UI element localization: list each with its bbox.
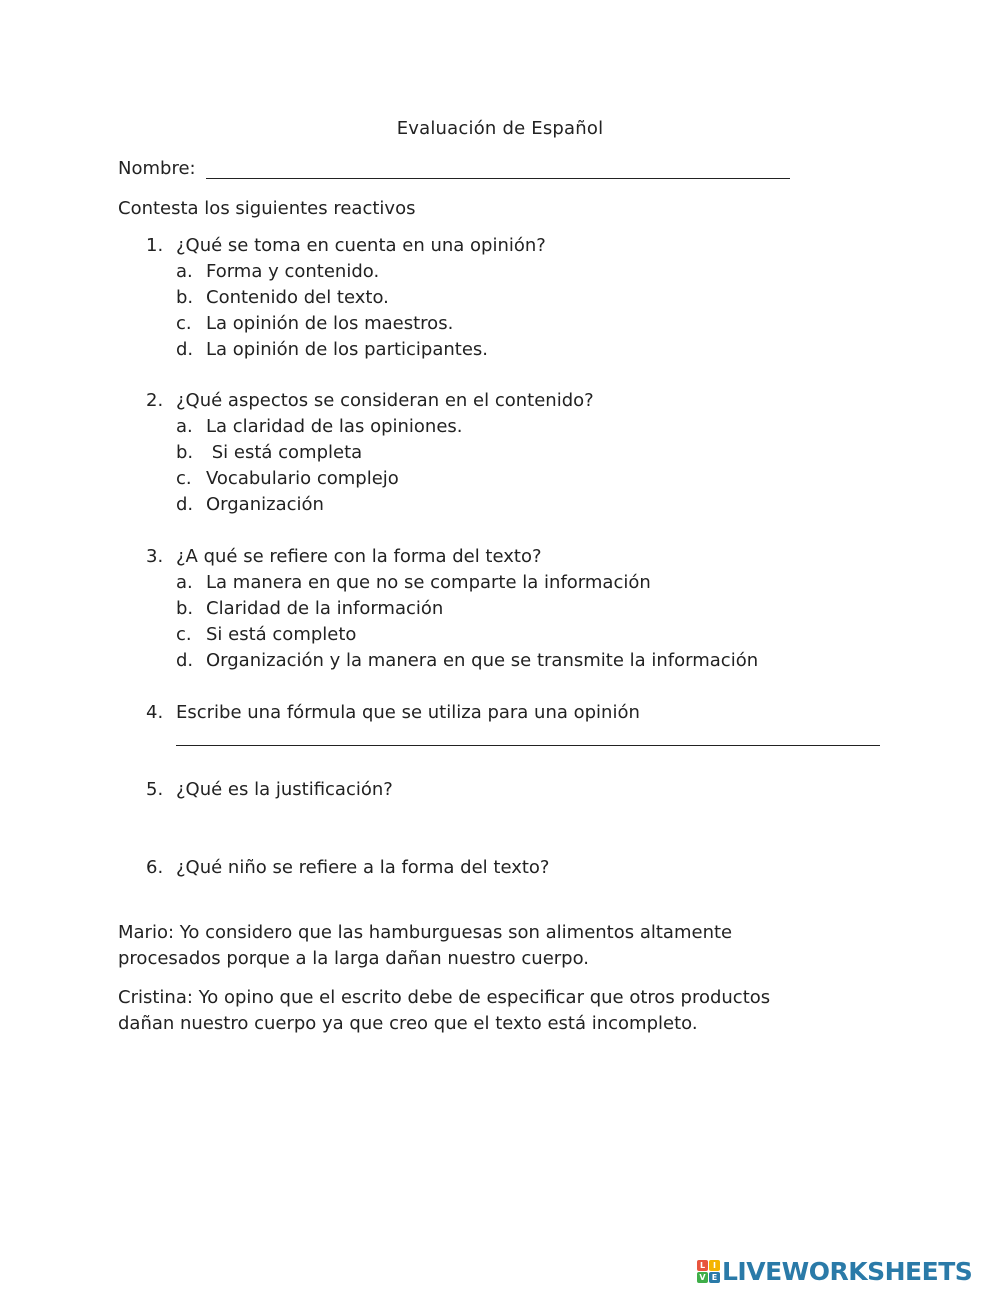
name-label: Nombre: bbox=[118, 158, 196, 179]
question-number: 2. bbox=[146, 390, 164, 411]
name-field-row bbox=[118, 158, 798, 184]
option-text: Si está completo bbox=[206, 624, 357, 645]
option-letter: b. bbox=[176, 598, 194, 619]
passage-mario bbox=[118, 920, 818, 972]
logo-cube: L bbox=[697, 1260, 708, 1271]
page-title: Evaluación de Español bbox=[396, 118, 604, 139]
instructions: Contesta los siguientes reactivos bbox=[118, 198, 416, 219]
question-text: ¿Qué niño se refiere a la forma del texto? bbox=[176, 857, 550, 878]
passage-line: Cristina: Yo opino que el escrito debe de especificar que otros productos bbox=[118, 987, 771, 1008]
option-text: La opinión de los maestros. bbox=[206, 313, 454, 334]
passage-line: dañan nuestro cuerpo ya que creo que el texto está incompleto. bbox=[118, 1013, 698, 1034]
liveworksheets-logo bbox=[697, 1255, 972, 1287]
option-letter: c. bbox=[176, 313, 192, 334]
option-letter: b. bbox=[176, 442, 194, 463]
option-text: Contenido del texto. bbox=[206, 287, 389, 308]
logo-cube: E bbox=[709, 1272, 720, 1283]
option-letter: a. bbox=[176, 261, 193, 282]
option-text: La manera en que no se comparte la información bbox=[206, 572, 651, 593]
passage-cristina bbox=[118, 985, 818, 1037]
question-number: 1. bbox=[146, 235, 164, 256]
option-text: Organización bbox=[206, 494, 324, 515]
question-number: 5. bbox=[146, 779, 164, 800]
option-letter: d. bbox=[176, 650, 194, 671]
option-text: La opinión de los participantes. bbox=[206, 339, 489, 360]
option-text: Vocabulario complejo bbox=[206, 468, 399, 489]
option-letter: c. bbox=[176, 624, 192, 645]
option-text: Si está completa bbox=[206, 442, 363, 463]
option-letter: b. bbox=[176, 287, 194, 308]
option-text: Forma y contenido. bbox=[206, 261, 380, 282]
logo-cubes-icon bbox=[697, 1260, 720, 1283]
option-text: La claridad de las opiniones. bbox=[206, 416, 463, 437]
option-letter: a. bbox=[176, 416, 193, 437]
logo-cube: I bbox=[709, 1260, 720, 1271]
passage-line: Mario: Yo considero que las hamburguesas son alimentos altamente bbox=[118, 922, 733, 943]
option-letter: a. bbox=[176, 572, 193, 593]
option-text: Claridad de la información bbox=[206, 598, 444, 619]
logo-cube: V bbox=[697, 1272, 708, 1283]
option-letter: d. bbox=[176, 494, 194, 515]
question-number: 6. bbox=[146, 857, 164, 878]
option-letter: c. bbox=[176, 468, 192, 489]
option-letter: d. bbox=[176, 339, 194, 360]
question-text: ¿Qué aspectos se consideran en el contenido? bbox=[176, 390, 594, 411]
question-text: Escribe una fórmula que se utiliza para una opinión bbox=[176, 702, 640, 723]
question-4-answer-line[interactable] bbox=[176, 745, 880, 746]
passage-line: procesados porque a la larga dañan nuestro cuerpo. bbox=[118, 948, 590, 969]
logo-text: LIVEWORKSHEETS bbox=[722, 1256, 973, 1286]
question-text: ¿Qué es la justificación? bbox=[176, 779, 393, 800]
question-number: 3. bbox=[146, 546, 164, 567]
name-answer-line[interactable] bbox=[206, 178, 790, 179]
question-text: ¿Qué se toma en cuenta en una opinión? bbox=[176, 235, 546, 256]
option-text: Organización y la manera en que se transmite la información bbox=[206, 650, 759, 671]
question-text: ¿A qué se refiere con la forma del texto? bbox=[176, 546, 542, 567]
question-number: 4. bbox=[146, 702, 164, 723]
